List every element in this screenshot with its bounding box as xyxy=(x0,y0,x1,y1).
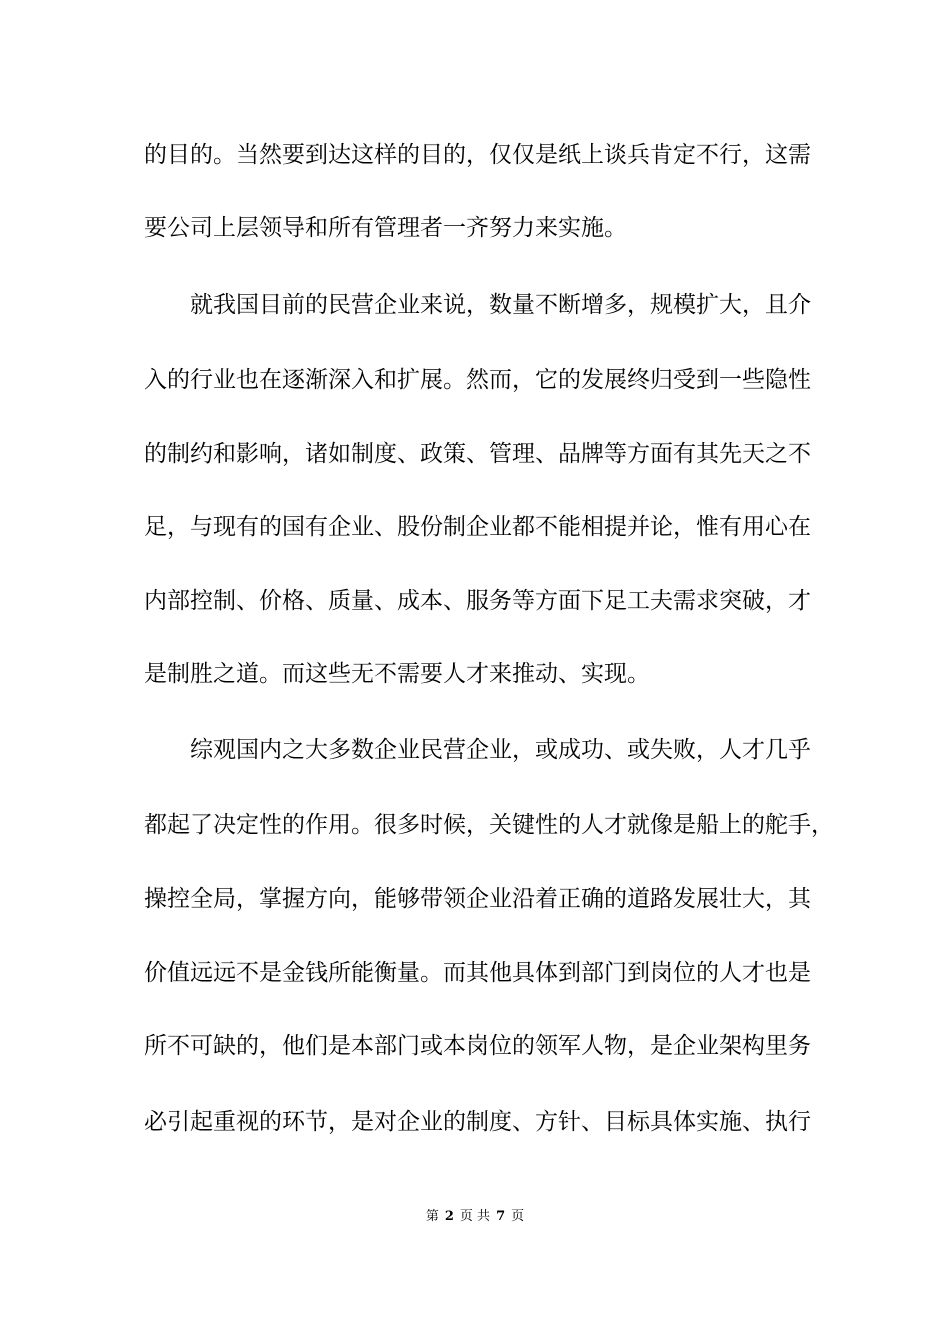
text-line: 操控全局，掌握方向，能够带领企业沿着正确的道路发展壮大，其 xyxy=(144,886,811,912)
text-line: 足，与现有的国有企业、股份制企业都不能相提并论，惟有用心在 xyxy=(144,514,811,540)
text-line: 综观国内之大多数企业民营企业，或成功、或失败，人才几乎 xyxy=(190,737,811,763)
footer-suffix: 页 xyxy=(511,1209,525,1224)
text-line: 价值远远不是金钱所能衡量。而其他具体到部门到岗位的人才也是 xyxy=(144,960,811,986)
text-line: 内部控制、价格、质量、成本、服务等方面下足工夫需求突破，才 xyxy=(144,588,811,614)
footer-page-number: 2 xyxy=(444,1209,454,1224)
text-line: 必引起重视的环节，是对企业的制度、方针、目标具体实施、执行 xyxy=(144,1109,811,1135)
text-line: 的目的。当然要到达这样的目的，仅仅是纸上谈兵肯定不行，这需 xyxy=(144,142,811,168)
text-line: 是制胜之道。而这些无不需要人才来推动、实现。 xyxy=(144,661,650,687)
text-line: 都起了决定性的作用。很多时候，关键性的人才就像是船上的舵手， xyxy=(144,812,834,838)
text-line: 就我国目前的民营企业来说，数量不断增多，规模扩大，且介 xyxy=(190,292,811,318)
text-line: 的制约和影响，诸如制度、政策、管理、品牌等方面有其先天之不 xyxy=(144,441,811,467)
text-line: 要公司上层领导和所有管理者一齐努力来实施。 xyxy=(144,215,627,241)
footer-prefix: 第 xyxy=(425,1209,439,1224)
footer-total-pages: 7 xyxy=(496,1209,506,1224)
text-line: 入的行业也在逐渐深入和扩展。然而，它的发展终归受到一些隐性 xyxy=(144,367,811,393)
text-line: 所不可缺的，他们是本部门或本岗位的领军人物，是企业架构里务 xyxy=(144,1033,811,1059)
page-footer xyxy=(0,1208,950,1226)
footer-middle: 页 共 xyxy=(459,1209,491,1224)
